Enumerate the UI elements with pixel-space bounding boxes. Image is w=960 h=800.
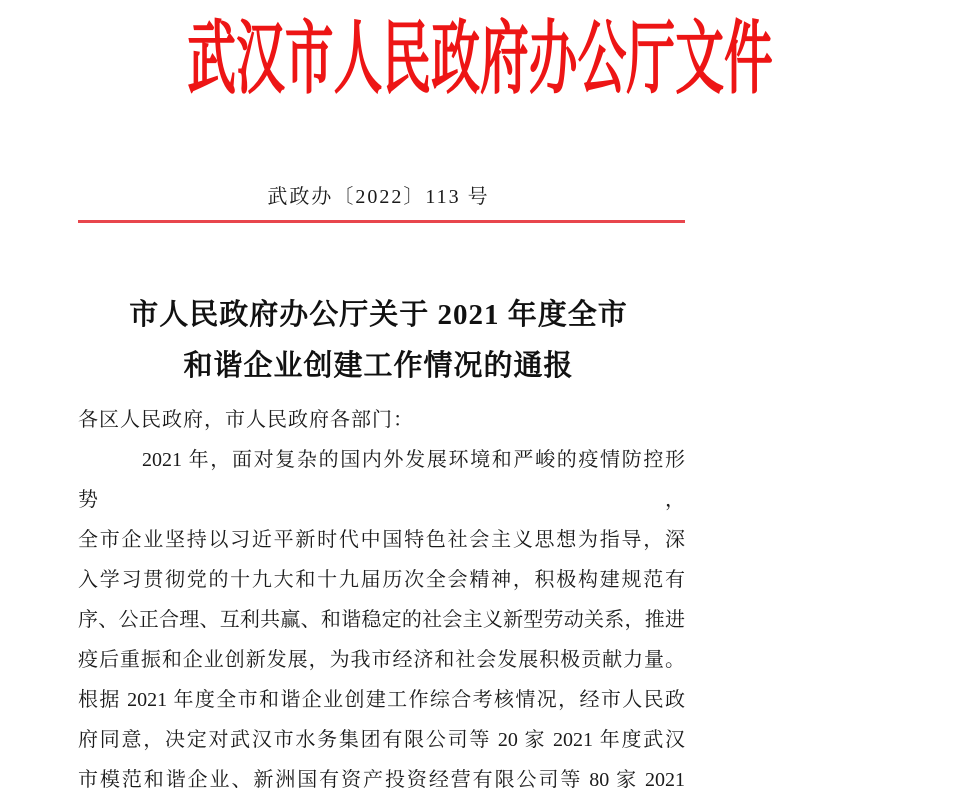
body-paragraph-line: 根据 2021 年度全市和谐企业创建工作综合考核情况，经市人民政 xyxy=(78,689,685,711)
document-title-line-1: 市人民政府办公厅关于 2021 年度全市 xyxy=(129,299,628,331)
body-paragraph-line: 2021 年，面对复杂的国内外发展环境和严峻的疫情防控形势， xyxy=(78,449,685,511)
document-number: 武政办〔2022〕113 号 xyxy=(267,186,490,208)
document-title-line-2: 和谐企业创建工作情况的通报 xyxy=(183,350,574,382)
body-paragraph-line: 入学习贯彻党的十九大和十九届历次全会精神，积极构建规范有 xyxy=(78,569,685,591)
masthead-title: 武汉市人民政府办公厅文件 xyxy=(187,16,773,104)
body-paragraph-line: 府同意，决定对武汉市水务集团有限公司等 20 家 2021 年度武汉 xyxy=(78,729,685,751)
body-paragraph-line: 市模范和谐企业、新洲国有资产投资经营有限公司等 80 家 2021 xyxy=(78,769,685,791)
document-masthead xyxy=(0,16,773,104)
document-body xyxy=(78,400,685,800)
red-divider-line xyxy=(78,220,685,223)
document-title xyxy=(0,290,757,392)
body-paragraph-line: 疫后重振和企业创新发展，为我市经济和社会发展积极贡献力量。 xyxy=(78,649,685,671)
salutation-line: 各区人民政府，市人民政府各部门： xyxy=(78,409,414,431)
body-paragraph-line: 全市企业坚持以习近平新时代中国特色社会主义思想为指导，深 xyxy=(78,529,685,551)
body-paragraph-line: 序、公正合理、互利共赢、和谐稳定的社会主义新型劳动关系，推进 xyxy=(78,609,685,631)
